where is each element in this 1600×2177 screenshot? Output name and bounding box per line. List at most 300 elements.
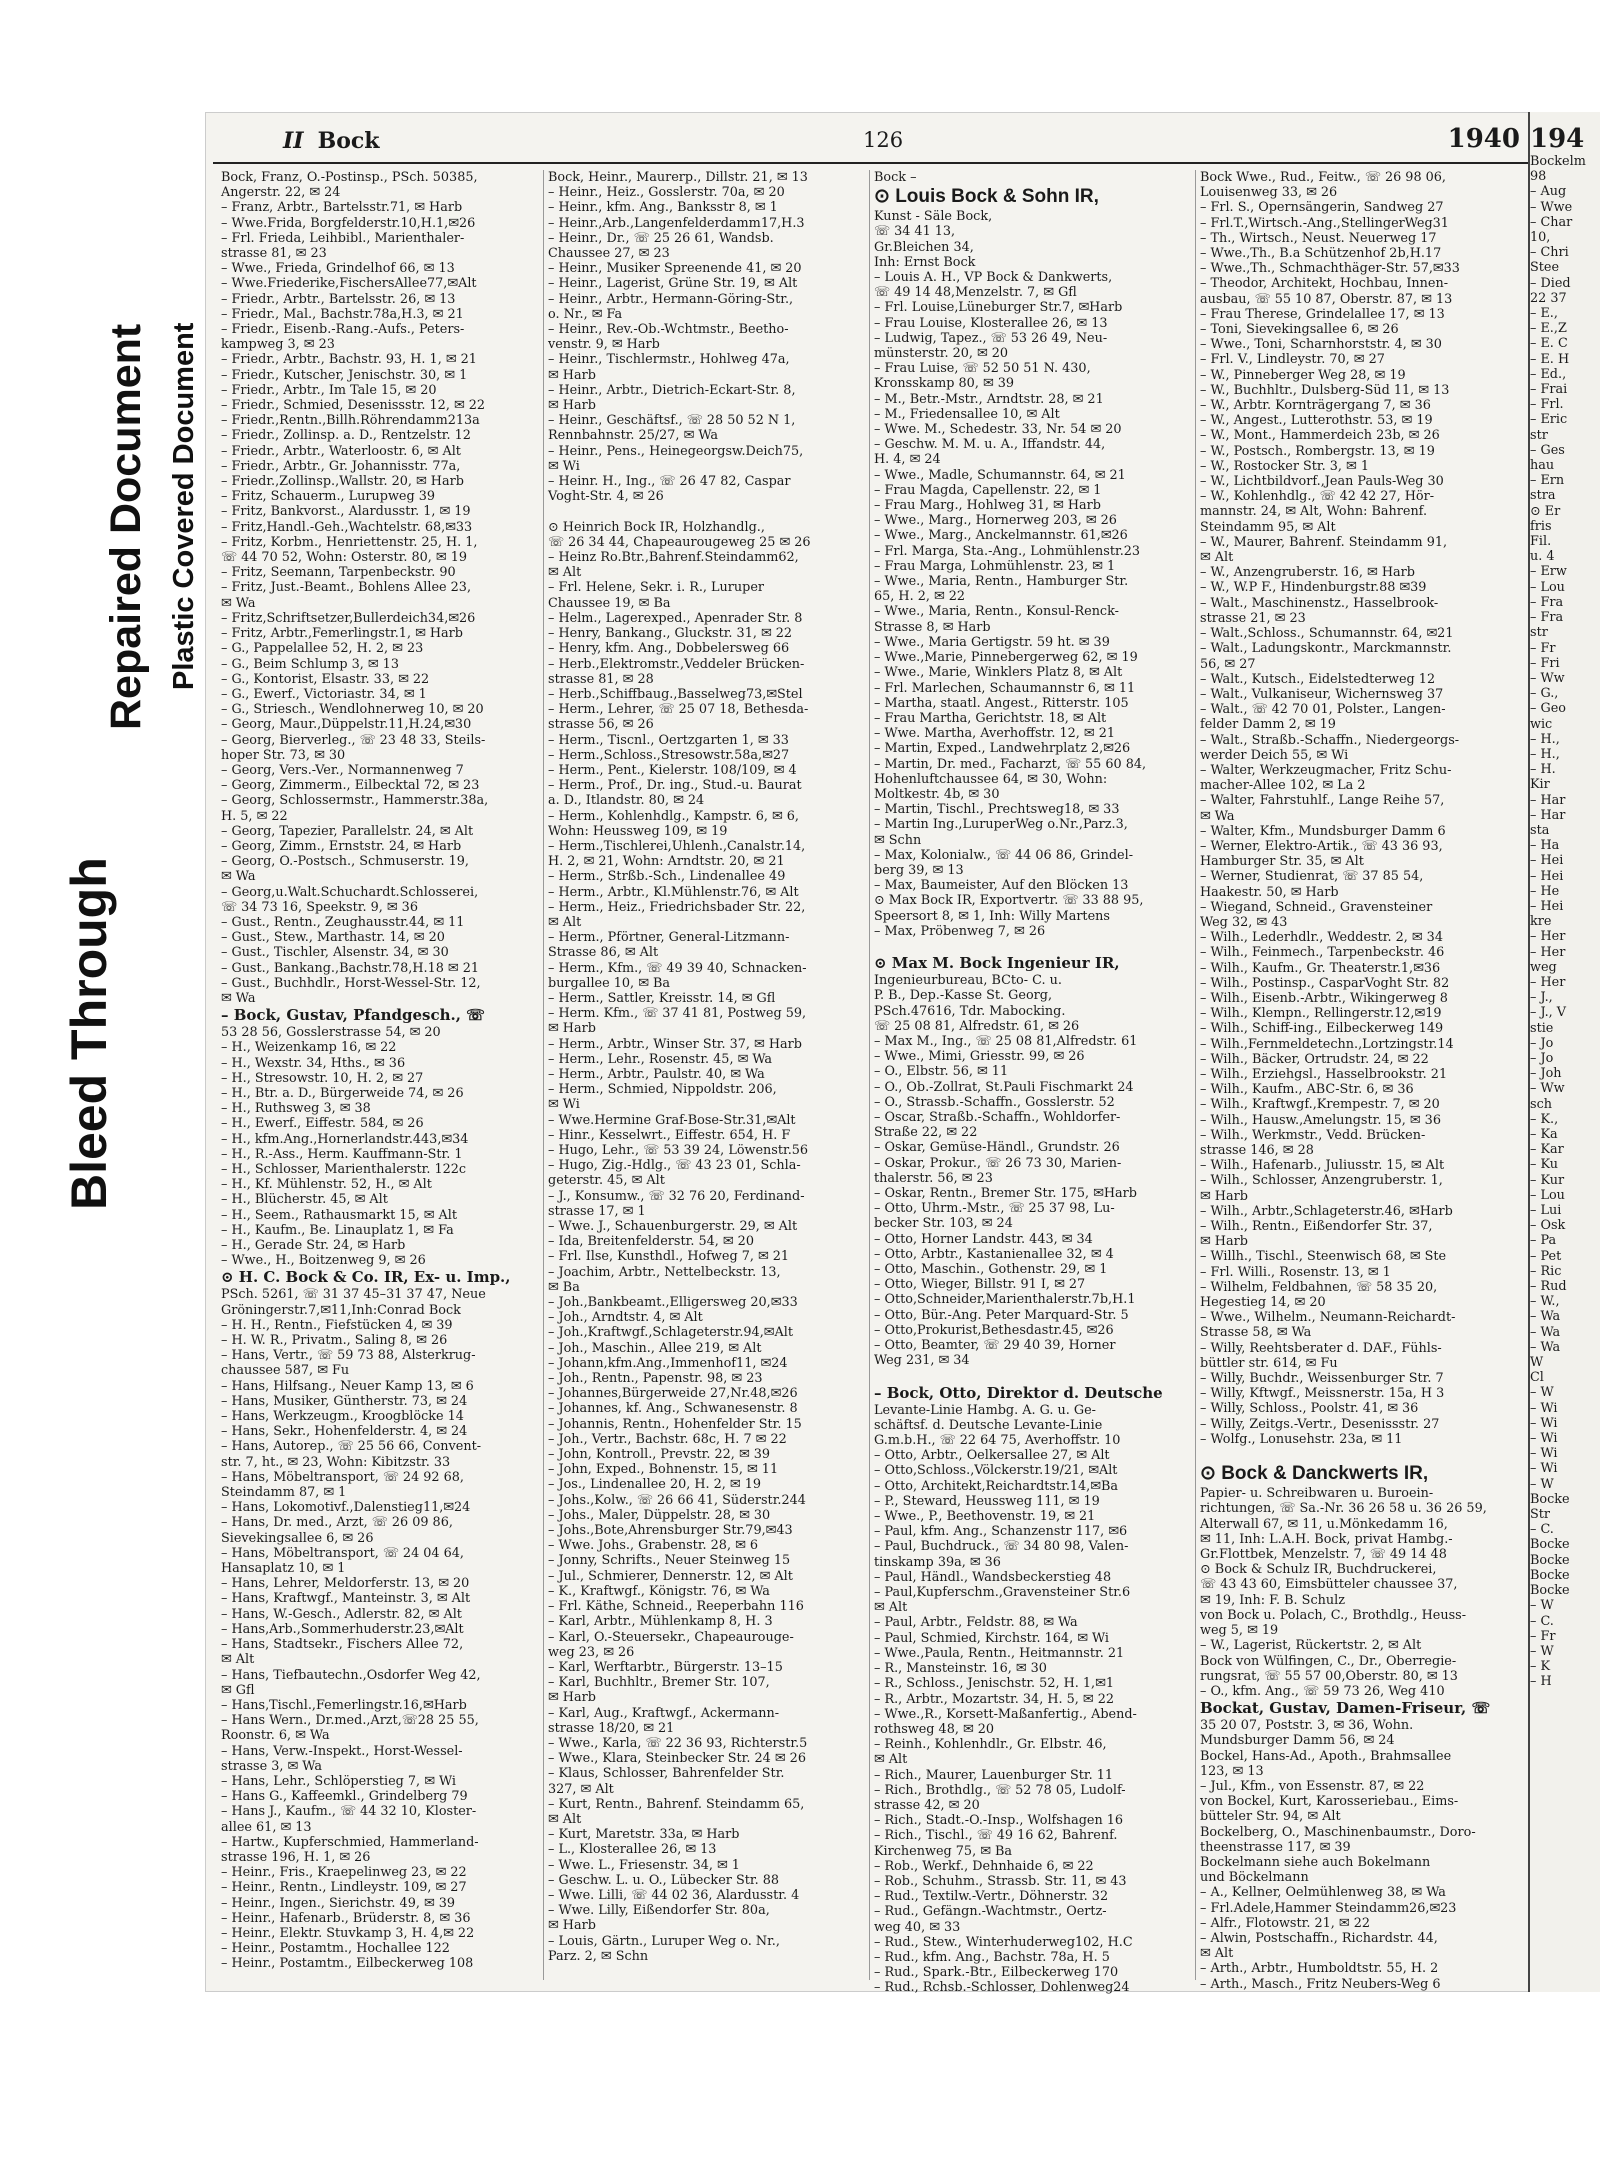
- directory-entry: – Frl.Adele,Hammer Steindamm26,✉23: [1200, 1900, 1457, 1916]
- next-page-line: – J., V: [1530, 1005, 1567, 1021]
- directory-entry: – Alfr., Flotowstr. 21, ✉ 22: [1200, 1915, 1370, 1931]
- directory-entry: – H., Weizenkamp 16, ✉ 22: [221, 1040, 397, 1056]
- directory-entry: – Martin, Dr. med., Facharzt, ☏ 55 60 84,: [874, 756, 1147, 772]
- directory-entry: – Jul., Schmierer, Dennerstr. 12, ✉ Alt: [548, 1568, 793, 1584]
- directory-entry: von Bock u. Polach, C., Brothdlg., Heuss-: [1200, 1607, 1467, 1623]
- directory-entry: – H., Kaufm., Be. Linauplatz 1, ✉ Fa: [221, 1222, 454, 1238]
- directory-entry: strasse 196, H. 1, ✉ 26: [221, 1849, 371, 1865]
- directory-entry: str. 7, ht., ✉ 23, Wohn: Kibitzstr. 33: [221, 1454, 451, 1470]
- directory-entry: – Joh.,Kraftwgf.,Schlageterstr.94,✉Alt: [548, 1325, 793, 1341]
- directory-entry: ✉ Alt: [548, 914, 582, 930]
- next-page-line: Bocke: [1530, 1583, 1570, 1599]
- next-page-line: – Hei: [1530, 868, 1564, 884]
- directory-entry: 56, ✉ 27: [1200, 656, 1256, 672]
- next-page-line: – Wi: [1530, 1446, 1558, 1462]
- directory-entry: – Oskar, Gemüse-Händl., Grundstr. 26: [874, 1140, 1120, 1156]
- directory-entry: – Hans, Hilfsang., Neuer Kamp 13, ✉ 6: [221, 1378, 474, 1394]
- directory-entry: tinskamp 39a, ✉ 36: [874, 1554, 1001, 1570]
- directory-entry: hoper Str. 73, ✉ 30: [221, 747, 346, 763]
- directory-entry: – Karl, Aug., Kraftwgf., Ackermann-: [548, 1705, 780, 1721]
- directory-entry: ⊙ Max M. Bock Ingenieur IR,: [874, 954, 1120, 973]
- next-page-line: Bocke: [1530, 1552, 1570, 1568]
- directory-entry: – H., Stresowstr. 10, H. 2, ✉ 27: [221, 1070, 424, 1086]
- directory-entry: – Wwe. Johs., Grabenstr. 28, ✉ 6: [548, 1538, 759, 1554]
- directory-entry: – Georg, Maur.,Düppelstr.11,H.24,✉30: [221, 717, 472, 733]
- directory-entry: – Herm.,Tischlerei,Uhlenh.,Canalstr.14,: [548, 838, 806, 854]
- directory-entry: – Johannes,Bürgerweide 27,Nr.48,✉26: [548, 1386, 798, 1402]
- directory-entry: – Wilh., Postinsp., CasparVoght Str. 82: [1200, 975, 1450, 991]
- directory-entry: weg 5, ✉ 19: [1200, 1623, 1279, 1639]
- directory-entry: – John, Exped., Bohnenstr. 15, ✉ 11: [548, 1462, 779, 1478]
- directory-entry: – Rud., Textilw.-Vertr., Döhnerstr. 32: [874, 1889, 1109, 1905]
- directory-entry: – Herm., Kfm., ☏ 49 39 40, Schnacken-: [548, 960, 807, 976]
- directory-entry: – Otto,Schloss.,Völckerstr.19/21, ✉Alt: [874, 1463, 1118, 1479]
- directory-entry: Hansaplatz 10, ✉ 1: [221, 1561, 346, 1577]
- directory-entry: – Georg, Tapezier, Parallelstr. 24, ✉ Alt: [221, 823, 474, 839]
- directory-entry: Steindamm 87, ✉ 1: [221, 1485, 347, 1501]
- directory-columns: [217, 170, 1522, 1996]
- directory-entry: 65, H. 2, ✉ 22: [874, 589, 966, 605]
- directory-entry: Bock, Franz, O.-Postinsp., PSch. 50385,: [221, 170, 478, 185]
- next-page-line: – Wwe: [1530, 199, 1573, 215]
- directory-entry: – W., Arbtr. Kornträgergang 7, ✉ 36: [1200, 398, 1431, 414]
- directory-entry: – Bock, Otto, Direktor d. Deutsche: [874, 1383, 1163, 1402]
- directory-entry: – Otto, Maschin., Gothenstr. 29, ✉ 1: [874, 1262, 1108, 1278]
- directory-entry: – Georg, Bierverleg., ☏ 23 48 33, Steils-: [221, 732, 486, 748]
- directory-entry: ☏ 26 34 44, Chapeaurougeweg 25 ✉ 26: [548, 534, 811, 550]
- column-3: [869, 170, 1189, 1996]
- directory-entry: ✉ Wa: [1200, 808, 1235, 824]
- directory-entry: Hohenluftchaussee 64, ✉ 30, Wohn:: [874, 771, 1108, 787]
- next-page-line: Cl: [1530, 1370, 1544, 1386]
- directory-entry: – John, Kontroll., Prevstr. 22, ✉ 39: [548, 1447, 771, 1463]
- next-page-lines: [1530, 154, 1600, 1690]
- directory-entry: Bockelberg, O., Maschinenbaumstr., Doro-: [1200, 1824, 1476, 1840]
- next-page-line: 22 37: [1530, 290, 1567, 306]
- directory-entry: ✉ Wa: [221, 595, 256, 611]
- directory-entry: PSch.47616, Tdr. Mabocking.: [874, 1003, 1066, 1019]
- directory-entry: Bockat, Gustav, Damen-Friseur, ☏: [1200, 1699, 1491, 1718]
- directory-entry: – Fritz, Bankvorst., Alardusstr. 1, ✉ 19: [221, 504, 471, 520]
- directory-entry: – Wolfg., Lonusehstr. 23a, ✉ 11: [1200, 1431, 1403, 1447]
- directory-entry: – Heinr., Lagerist, Grüne Str. 19, ✉ Alt: [548, 276, 798, 292]
- directory-entry: – Hans, Verw.-Inspekt., Horst-Wessel-: [221, 1743, 463, 1759]
- directory-entry: – Friedr., Zollinsp. a. D., Rentzelstr. 12: [221, 428, 471, 444]
- directory-entry: – Hans, Möbeltransport, ☏ 24 92 68,: [221, 1469, 464, 1485]
- directory-entry: – Jos., Lindenallee 20, H. 2, ✉ 19: [548, 1477, 762, 1493]
- section-heading: [283, 128, 380, 154]
- directory-entry: Steindamm 95, ✉ Alt: [1200, 519, 1336, 535]
- directory-entry: – Hans, W.-Gesch., Adlerstr. 82, ✉ Alt: [221, 1606, 462, 1622]
- directory-entry: – Frl. S., Opernsängerin, Sandweg 27: [1200, 200, 1444, 216]
- directory-entry: – Oskar, Rentn., Bremer Str. 175, ✉Harb: [874, 1186, 1137, 1201]
- directory-entry: – Wwe.,Paula, Rentn., Heitmannstr. 21: [874, 1645, 1125, 1661]
- directory-entry: – Joh., Rentn., Papenstr. 98, ✉ 23: [548, 1371, 763, 1387]
- directory-entry: ⊙ Max Bock IR, Exportvertr. ☏ 33 88 95,: [874, 893, 1144, 909]
- next-page-line: – Char: [1530, 214, 1573, 230]
- next-page-line: sta: [1530, 822, 1550, 838]
- directory-entry: – Heinr., Postamtm., Eilbeckerweg 108: [221, 1956, 474, 1972]
- directory-entry: ☏ 44 70 52, Wohn: Osterstr. 80, ✉ 19: [221, 550, 467, 566]
- directory-entry: – Willy, Zeitgs.-Vertr., Desenissstr. 27: [1200, 1416, 1440, 1432]
- directory-entry: – Paul,Kupferschm.,Gravensteiner Str.6: [874, 1585, 1131, 1601]
- directory-entry: – G., Ewerf., Victoriastr. 34, ✉ 1: [221, 686, 427, 702]
- next-page-line: – Rud: [1530, 1279, 1567, 1295]
- next-page-line: – Geo: [1530, 701, 1566, 717]
- directory-entry: – Heinr., Musiker Spreenende 41, ✉ 20: [548, 261, 802, 277]
- directory-entry: – Heinr., Geschäftsf., ☏ 28 50 52 N 1,: [548, 413, 796, 429]
- next-page-line: – C.: [1530, 1522, 1554, 1538]
- directory-entry: – Heinr. H., Ing., ☏ 26 47 82, Caspar: [548, 474, 791, 490]
- directory-entry: – Wwe., Maria, Rentn., Hamburger Str.: [874, 574, 1129, 590]
- directory-entry: Roonstr. 6, ✉ Wa: [221, 1728, 330, 1744]
- directory-page: [213, 112, 1530, 1996]
- directory-entry: – Gust., Bankang.,Bachstr.78,H.18 ✉ 21: [221, 960, 480, 976]
- directory-entry: – Fritz, Schauerm., Lurupweg 39: [221, 489, 436, 505]
- directory-entry: H. 2, ✉ 21, Wohn: Arndtstr. 20, ✉ 21: [548, 854, 785, 870]
- directory-entry: Strasse 58, ✉ Wa: [1200, 1325, 1312, 1341]
- directory-entry: – W., Kohlenhdlg., ☏ 42 42 27, Hör-: [1200, 489, 1435, 505]
- directory-entry: – Rud., Spark.-Btr., Eilbeckerweg 170: [874, 1965, 1119, 1981]
- directory-entry: – Henry, Bankang., Gluckstr. 31, ✉ 22: [548, 626, 793, 642]
- directory-entry: – Hans,Arb.,Sommerhuderstr.23,✉Alt: [221, 1621, 464, 1637]
- next-page-line: – Fri: [1530, 655, 1560, 671]
- next-page-line: – J.,: [1530, 990, 1553, 1006]
- directory-entry: – Johs.,Bote,Ahrensburger Str.79,✉43: [548, 1523, 793, 1539]
- directory-entry: strasse 81, ✉ 23: [221, 246, 327, 262]
- directory-entry: P. B., Dep.-Kasse St. Georg,: [874, 988, 1053, 1004]
- directory-entry: – Frau Marga, Lohmühlenstr. 23, ✉ 1: [874, 558, 1116, 574]
- next-page-line: Str: [1530, 1507, 1551, 1523]
- side-labels: [40, 170, 200, 1220]
- directory-entry: – Otto, Architekt,Reichardtstr.14,✉Ba: [874, 1478, 1119, 1494]
- directory-entry: – Theodor, Architekt, Hochbau, Innen-: [1200, 276, 1449, 292]
- directory-entry: Angerstr. 22, ✉ 24: [221, 185, 341, 201]
- directory-entry: strasse 3, ✉ Wa: [221, 1758, 322, 1774]
- directory-entry: – Johann,kfm.Ang.,Immenhof11, ✉24: [548, 1355, 788, 1371]
- directory-entry: – Heinr., Ingen., Sierichstr. 49, ✉ 39: [221, 1895, 456, 1911]
- directory-entry: strasse 81, ✉ 28: [548, 671, 654, 687]
- directory-entry: – Karl, O.-Steuersekr., Chapeaurouge-: [548, 1629, 794, 1645]
- directory-entry: – Georg,u.Walt.Schuchardt.Schlosserei,: [221, 884, 479, 900]
- directory-entry: Rennbahnstr. 25/27, ✉ Wa: [548, 428, 719, 444]
- directory-entry: ☏ 43 43 60, Eimsbütteler chaussee 37,: [1200, 1577, 1458, 1593]
- directory-entry: – Georg, O.-Postsch., Schmuserstr. 19,: [221, 854, 469, 870]
- directory-entry: 35 20 07, Poststr. 3, ✉ 36, Wohn.: [1200, 1718, 1414, 1734]
- directory-entry: von Bockel, Kurt, Karosseriebau., Eims-: [1200, 1794, 1459, 1810]
- directory-entry: Bockelmann siehe auch Bokelmann: [1200, 1854, 1431, 1870]
- directory-entry: – Oscar, Straßb.-Schaffn., Wohldorfer-: [874, 1109, 1121, 1125]
- next-page-line: Bocke: [1530, 1537, 1570, 1553]
- directory-entry: strasse 18/20, ✉ 21: [548, 1720, 675, 1736]
- directory-entry: – W., Postsch., Rombergstr. 13, ✉ 19: [1200, 443, 1435, 459]
- directory-entry: [874, 1368, 1185, 1383]
- directory-entry: – H., Schlosser, Marienthalerstr. 122c: [221, 1162, 467, 1177]
- next-page-line: 98: [1530, 169, 1547, 185]
- directory-entry: – Hans, Lehr., Schlöperstieg 7, ✉ Wi: [221, 1773, 457, 1789]
- directory-entry: rungsrat, ☏ 55 57 00,Oberstr. 80, ✉ 13: [1200, 1668, 1458, 1684]
- directory-entry: macher-Allee 102, ✉ La 2: [1200, 778, 1366, 794]
- directory-entry: – Frl.T.,Wirtsch.-Ang.,StellingerWeg31: [1200, 215, 1449, 231]
- directory-entry: – W., Lichtbildvorf.,Jean Pauls-Weg 30: [1200, 474, 1444, 490]
- directory-entry: – Heinr., Rev.-Ob.-Wchtmstr., Beetho-: [548, 322, 789, 338]
- directory-entry: – Wilh.,Fernmeldetechn.,Lortzingstr.14: [1200, 1036, 1454, 1052]
- directory-entry: o. Nr., ✉ Fa: [548, 306, 623, 322]
- directory-entry: strasse 146, ✉ 28: [1200, 1143, 1314, 1158]
- directory-entry: – Wwe., Toni, Scharnhorststr. 4, ✉ 30: [1200, 337, 1442, 353]
- next-page-line: Bocke: [1530, 1567, 1570, 1583]
- directory-entry: – Frau Therese, Grindelallee 17, ✉ 13: [1200, 306, 1445, 322]
- section-word: Bock: [317, 128, 380, 154]
- directory-entry: – Martin, Exped., Landwehrplatz 2,✉26: [874, 741, 1131, 757]
- directory-entry: theenstrasse 117, ✉ 39: [1200, 1839, 1351, 1855]
- next-page-line: – Ed.,: [1530, 366, 1567, 382]
- directory-entry: – Frl. V., Lindleystr. 70, ✉ 27: [1200, 352, 1385, 368]
- directory-entry: – H., Gerade Str. 24, ✉ Harb: [221, 1238, 406, 1254]
- directory-entry: – H., Blücherstr. 45, ✉ Alt: [221, 1192, 388, 1208]
- directory-entry: – Reinh., Kohlenhdlr., Gr. Elbstr. 46,: [874, 1737, 1107, 1753]
- directory-entry: – H., Seem., Rathausmarkt 15, ✉ Alt: [221, 1207, 457, 1223]
- directory-entry: ✉ Wi: [548, 458, 580, 474]
- directory-entry: – Friedr., Arbtr., Im Tale 15, ✉ 20: [221, 382, 437, 398]
- next-page-line: – Osk: [1530, 1218, 1566, 1234]
- directory-entry: – Frau Marg., Hohlweg 31, ✉ Harb: [874, 498, 1101, 514]
- directory-entry: – Wilh., Bäcker, Ortrudstr. 24, ✉ 22: [1200, 1051, 1429, 1067]
- next-page-line: – Fr: [1530, 1628, 1556, 1644]
- next-page-line: kre: [1530, 914, 1552, 930]
- directory-entry: – Hans, Lokomotivf.,Dalenstieg11,✉24: [221, 1500, 471, 1516]
- directory-entry: – Hans, Dr. med., Arzt, ☏ 26 09 86,: [221, 1515, 453, 1531]
- directory-entry: ✉ Harb: [548, 1918, 596, 1934]
- directory-entry: – Willh., Tischl., Steenwisch 68, ✉ Ste: [1200, 1249, 1447, 1265]
- directory-entry: – Johannis, Rentn., Hohenfelder Str. 15: [548, 1416, 802, 1432]
- next-page-line: – W: [1530, 1385, 1554, 1401]
- directory-entry: – Kurt, Maretstr. 33a, ✉ Harb: [548, 1827, 740, 1843]
- directory-entry: – Friedr., Arbtr., Bachstr. 93, H. 1, ✉ 21: [221, 352, 477, 368]
- year: 1940: [1447, 124, 1520, 154]
- directory-entry: – Friedr., Schmied, Desenissstr. 12, ✉ 22: [221, 398, 486, 414]
- directory-entry: – Georg, Zimmerm., Eilbecktal 72, ✉ 23: [221, 778, 480, 794]
- directory-entry: Levante-Linie Hambg. A. G. u. Ge-: [874, 1402, 1096, 1418]
- repaired-document-label: Repaired Document: [102, 323, 150, 730]
- next-page-line: – Lou: [1530, 1187, 1565, 1203]
- next-page-line: – Joh: [1530, 1066, 1562, 1082]
- directory-entry: – Ida, Breitenfelderstr. 54, ✉ 20: [548, 1234, 754, 1250]
- directory-entry: – Hans, Stadtsekr., Fischers Allee 72,: [221, 1637, 464, 1653]
- directory-entry: – Frl. Frieda, Leihbibl., Marienthaler-: [221, 230, 465, 246]
- next-page-line: – E.,Z: [1530, 321, 1567, 337]
- directory-entry: – W., Pinneberger Weg 28, ✉ 19: [1200, 367, 1406, 383]
- directory-entry: – Otto, Bür.-Ang. Peter Marquard-Str. 5: [874, 1307, 1129, 1323]
- directory-entry: – Fritz, Korbm., Henriettenstr. 25, H. 1,: [221, 534, 478, 550]
- directory-entry: – Friedr.,Zollinsp.,Wallstr. 20, ✉ Harb: [221, 474, 464, 490]
- directory-entry: – Herm., Arbtr., Paulstr. 40, ✉ Wa: [548, 1066, 765, 1082]
- directory-entry: – Karl, Arbtr., Mühlenkamp 8, H. 3: [548, 1614, 773, 1630]
- directory-entry: ✉ Alt: [548, 565, 582, 581]
- directory-entry: – Frl. Helene, Sekr. i. R., Luruper: [548, 580, 765, 596]
- next-page-line: – Ww: [1530, 1081, 1565, 1097]
- next-page-line: – K: [1530, 1659, 1551, 1675]
- directory-entry: – Herm., Heiz., Friedrichsbader Str. 22,: [548, 899, 806, 915]
- next-page-line: stie: [1530, 1020, 1554, 1036]
- next-page-line: – Wi: [1530, 1400, 1558, 1416]
- next-page-line: u. 4: [1530, 549, 1555, 565]
- next-page-line: – Chri: [1530, 245, 1569, 261]
- next-page-line: – Wi: [1530, 1461, 1558, 1477]
- next-page-line: – Pet: [1530, 1248, 1562, 1264]
- directory-entry: strasse 21, ✉ 23: [1200, 610, 1306, 626]
- next-page-line: – Aug: [1530, 184, 1567, 200]
- next-page-line: – Lui: [1530, 1203, 1562, 1219]
- next-page-line: – E. C: [1530, 336, 1568, 352]
- directory-entry: – Herm. Kfm., ☏ 37 41 81, Postweg 59,: [548, 1006, 807, 1022]
- directory-entry: Strasse 8, ✉ Harb: [874, 619, 991, 635]
- directory-entry: – Wwe.Hermine Graf-Bose-Str.31,✉Alt: [548, 1112, 796, 1128]
- directory-entry: – Wilh., Eisenb.-Arbtr., Wikingerweg 8: [1200, 990, 1448, 1006]
- directory-entry: – Herm., Lehr., Rosenstr. 45, ✉ Wa: [548, 1051, 773, 1067]
- directory-entry: – Heinr., Heiz., Gosslerstr. 70a, ✉ 20: [548, 185, 785, 201]
- directory-entry: – O., Elbstr. 56, ✉ 11: [874, 1064, 1009, 1080]
- next-page-line: Fil.: [1530, 534, 1552, 550]
- directory-entry: – Walt., Vulkaniseur, Wichernsweg 37: [1200, 686, 1444, 702]
- directory-entry: ✉ Alt: [1200, 1946, 1234, 1962]
- directory-entry: ⊙ H. C. Bock & Co. IR, Ex- u. Imp.,: [221, 1268, 511, 1287]
- directory-entry: – Herm.,Schloss.,Stresowstr.58a,✉27: [548, 747, 790, 763]
- directory-entry: – Paul, kfm. Ang., Schanzenstr 117, ✉6: [874, 1524, 1128, 1540]
- directory-entry: – Gust., Buchhdlr., Horst-Wessel-Str. 12,: [221, 975, 481, 991]
- directory-entry: – Friedr., Arbtr., Bartelsstr. 26, ✉ 13: [221, 291, 456, 307]
- directory-entry: Parz. 2, ✉ Schn: [548, 1948, 649, 1964]
- directory-entry: – Rich., Brothdlg., ☏ 52 78 05, Ludolf-: [874, 1782, 1126, 1798]
- directory-entry: – G., Pappelallee 52, H. 2, ✉ 23: [221, 641, 424, 657]
- directory-entry: weg 23, ✉ 26: [548, 1644, 635, 1660]
- directory-entry: becker Str. 103, ✉ 24: [874, 1216, 1013, 1232]
- directory-entry: – Frl. Ilse, Kunsthdl., Hofweg 7, ✉ 21: [548, 1249, 790, 1265]
- next-page-line: Kir: [1530, 777, 1550, 793]
- directory-entry: – Wilh., Arbtr.,Schlageterstr.46, ✉Harb: [1200, 1203, 1453, 1219]
- directory-entry: – Wwe. L., Friesenstr. 34, ✉ 1: [548, 1857, 740, 1873]
- directory-entry: – Hans,Tischl.,Femerlingstr.16,✉Harb: [221, 1697, 467, 1713]
- directory-entry: ✉ Harb: [1200, 1188, 1248, 1204]
- directory-entry: ausbau, ☏ 55 10 87, Oberstr. 87, ✉ 13: [1200, 291, 1453, 307]
- directory-entry: – Hans, Sekr., Hohenfelderstr. 4, ✉ 24: [221, 1424, 468, 1440]
- directory-entry: – Heinr.,Arb.,Langenfelderdamm17,H.3: [548, 215, 805, 231]
- directory-entry: – Rud., Stew., Winterhuderweg102, H.C: [874, 1934, 1133, 1950]
- directory-entry: – Wwe., Mimi, Griesstr. 99, ✉ 26: [874, 1049, 1085, 1065]
- next-page-line: – Fra: [1530, 594, 1564, 610]
- directory-entry: – Wwe., Maria Gertigstr. 59 ht. ✉ 39: [874, 634, 1110, 650]
- directory-entry: – Herm., Kohlenhdlg., Kampstr. 6, ✉ 6,: [548, 808, 799, 824]
- directory-entry: – Louis, Gärtn., Luruper Weg o. Nr.,: [548, 1933, 780, 1949]
- directory-entry: strasse 42, ✉ 20: [874, 1797, 980, 1813]
- directory-entry: geterstr. 45, ✉ Alt: [548, 1173, 665, 1189]
- next-page-line: – Wa: [1530, 1339, 1561, 1355]
- directory-entry: – Wilh., Rentn., Eißendorfer Str. 37,: [1200, 1219, 1433, 1235]
- next-page-line: fris: [1530, 518, 1552, 534]
- directory-entry: – Walt., Straßb.-Schaffn., Niedergeorgs-: [1200, 732, 1460, 748]
- directory-entry: – Hartw., Kupferschmied, Hammerland-: [221, 1834, 479, 1850]
- directory-entry: – Rud., Rchsb.-Schlosser, Dohlenweg24: [874, 1980, 1130, 1996]
- plastic-covered-label: Plastic Covered Document: [168, 322, 200, 690]
- directory-entry: – K., Kraftwgf., Königstr. 76, ✉ Wa: [548, 1583, 770, 1599]
- directory-entry: – Heinr., kfm. Ang., Banksstr 8, ✉ 1: [548, 200, 778, 216]
- directory-entry: – Heinr., Pens., Heinegeorgsw.Deich75,: [548, 443, 804, 459]
- directory-entry: Kunst - Säle Bock,: [874, 209, 993, 225]
- directory-entry: Chaussee 27, ✉ 23: [548, 246, 670, 262]
- directory-entry: – Ludwig, Tapez., ☏ 53 26 49, Neu-: [874, 330, 1108, 346]
- directory-entry: – Frau Martha, Gerichtstr. 18, ✉ Alt: [874, 710, 1107, 726]
- next-page-line: ⊙ Er: [1530, 503, 1561, 519]
- directory-entry: – Arth., Arbtr., Humboldtstr. 55, H. 2: [1200, 1961, 1439, 1977]
- directory-entry: – W., W.P F., Hindenburgstr.88 ✉39: [1200, 580, 1427, 596]
- next-page-line: str: [1530, 625, 1548, 641]
- directory-entry: – Johs., Maler, Düppelstr. 28, ✉ 30: [548, 1507, 771, 1523]
- directory-entry: – Friedr., Arbtr., Gr. Johannisstr. 77a,: [221, 458, 461, 474]
- directory-entry: – Paul, Schmied, Kirchstr. 164, ✉ Wi: [874, 1630, 1110, 1646]
- directory-entry: – Heinr., Rentn., Lindleystr. 109, ✉ 27: [221, 1880, 467, 1896]
- directory-entry: ✉ Alt: [221, 1652, 255, 1668]
- directory-entry: – Otto,Schneider,Marienthalerstr.7b,H.1: [874, 1292, 1136, 1308]
- directory-entry: Bock Wwe., Rud., Feitw., ☏ 26 98 06,: [1200, 170, 1447, 185]
- directory-entry: – Martha, staatl. Angest., Ritterstr. 105: [874, 695, 1129, 711]
- directory-entry: – W., Buchhltr., Dulsberg-Süd 11, ✉ 13: [1200, 382, 1450, 398]
- directory-entry: – Johannes, kf. Ang., Schwanesenstr. 8: [548, 1401, 798, 1417]
- directory-entry: – Willy, Schloss., Poolstr. 41, ✉ 36: [1200, 1401, 1419, 1417]
- directory-entry: ✉ 19, Inh: F. B. Schulz: [1200, 1592, 1345, 1608]
- directory-entry: Ingenieurbureau, BCto- C. u.: [874, 973, 1062, 989]
- next-page-line: – H.: [1530, 762, 1556, 778]
- directory-entry: – Hans, Kraftwgf., Manteinstr. 3, ✉ Alt: [221, 1591, 471, 1607]
- next-page-line: W: [1530, 1355, 1544, 1371]
- directory-entry: – Wwe.,Th., Schmachthäger-Str. 57,✉33: [1200, 261, 1460, 277]
- directory-entry: ✉ Harb: [548, 398, 596, 414]
- directory-entry: – Rich., Stadt.-O.-Insp., Wolfshagen 16: [874, 1813, 1124, 1829]
- next-page-line: – Ges: [1530, 442, 1565, 458]
- next-page-line: – Ku: [1530, 1157, 1558, 1173]
- next-page-line: – Eric: [1530, 412, 1568, 428]
- directory-entry: ✉ Harb: [548, 1690, 596, 1706]
- section-number: II: [283, 128, 304, 154]
- directory-entry: – Fritz, Arbtr.,Femerlingstr.1, ✉ Harb: [221, 626, 463, 642]
- directory-entry: – G., Striesch., Wendlohnerweg 10, ✉ 20: [221, 702, 484, 718]
- directory-entry: ☏ 34 73 16, Speekstr. 9, ✉ 36: [221, 899, 418, 915]
- directory-entry: ✉ Harb: [1200, 1234, 1248, 1250]
- directory-entry: – Otto, Wieger, Billstr. 91 I, ✉ 27: [874, 1277, 1086, 1293]
- directory-entry: Gr.Bleichen 34,: [874, 239, 974, 255]
- directory-entry: – Martin, Tischl., Prechtsweg18, ✉ 33: [874, 802, 1120, 818]
- directory-entry: – Frl. Marga, Sta.-Ang., Lohmühlenstr.23: [874, 543, 1141, 559]
- directory-entry: ✉ 11, Inh: L.A.H. Bock, privat Hambg.-: [1200, 1531, 1453, 1547]
- directory-entry: – Werner, Studienrat, ☏ 37 85 54,: [1200, 869, 1424, 885]
- directory-entry: – Heinr., Arbtr., Dietrich-Eckart-Str. 8,: [548, 382, 796, 398]
- directory-entry: – Wilh., Kaufm., Gr. Theaterstr.1,✉36: [1200, 960, 1441, 976]
- directory-entry: – Georg, Schlossermstr., Hammerstr.38a,: [221, 793, 489, 809]
- directory-entry: – Heinr., Hafenarb., Brüderstr. 8, ✉ 36: [221, 1910, 471, 1926]
- directory-entry: ✉ Alt: [548, 1811, 582, 1827]
- next-page-line: – H.,: [1530, 731, 1560, 747]
- directory-entry: – L., Klosterallee 26, ✉ 13: [548, 1842, 717, 1858]
- directory-entry: venstr. 9, ✉ Harb: [548, 337, 660, 353]
- directory-entry: – G., Kontorist, Elsastr. 33, ✉ 22: [221, 671, 430, 687]
- directory-entry: – Fritz, Seemann, Tarpenbeckstr. 90: [221, 565, 456, 581]
- directory-entry: – Wwe., Marg., Anckelmannstr. 61,✉26: [874, 528, 1128, 544]
- directory-entry: – H., R.-Ass., Herm. Kauffmann-Str. 1: [221, 1146, 463, 1162]
- directory-entry: – H., kfm.Ang.,Hornerlandstr.443,✉34: [221, 1131, 469, 1147]
- directory-entry: – H., Wexstr. 34, Hths., ✉ 36: [221, 1055, 406, 1071]
- directory-entry: – Herb.,Elektromstr.,Veddeler Brücken-: [548, 656, 805, 672]
- directory-entry: – Herm., Schmied, Nippoldstr. 206,: [548, 1082, 777, 1098]
- directory-entry: – Fritz, Just.-Beamt., Bohlens Allee 23,: [221, 580, 472, 596]
